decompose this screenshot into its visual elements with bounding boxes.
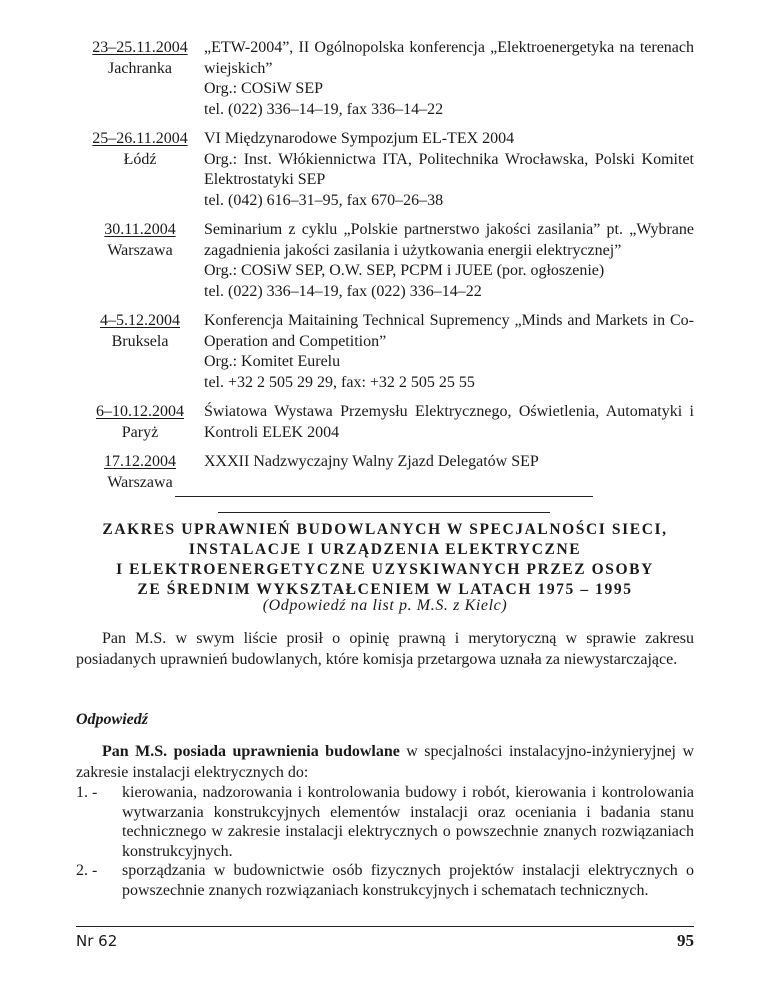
event-date: 17.12.2004 <box>104 453 176 470</box>
list-item <box>76 783 694 861</box>
section-divider <box>218 512 550 513</box>
event-title: XXXII Nadzwyczajny Walny Zjazd Delegatów SEP <box>204 453 539 470</box>
list-item-number: 1. - <box>76 784 98 801</box>
event-title: „ETW-2004”, II Ogólnopolska konferencja „Elektroenergetyka na terenach wiejskich” <box>204 39 694 77</box>
event-date: 30.11.2004 <box>104 221 176 238</box>
event-title: Konferencja Maitaining Technical Supremency „Minds and Markets in Co-Operation and Competition” <box>204 312 694 350</box>
event-contact: tel. (042) 616–31–95, fax 670–26–38 <box>204 191 444 209</box>
event-organizer: Org.: Inst. Włókiennictwa ITA, Politechnika Wrocławska, Polski Komitet Elektrostatyki SEP <box>204 150 694 188</box>
footer-rule <box>76 926 694 927</box>
answer-text: w specjalności instalacyjno-inżynieryjnej w zakresie instalacji elektrycznych do: <box>76 743 694 781</box>
issue-number: Nr 62 <box>76 932 118 950</box>
event-when <box>76 220 204 302</box>
event-title: VI Międzynarodowe Sympozjum EL-TEX 2004 <box>204 130 515 147</box>
list-item <box>76 861 694 900</box>
event-place: Łódź <box>123 150 157 168</box>
event-description <box>204 38 694 120</box>
list-item-text: kierowania, nadzorowania i kontrolowania budowy i robót, kierowania i kontrolowania wytwarzania konstrukcyjnych elementów instalacji oraz oceniania i badania stanu technicznego w zakresie instalacji elektrycznych o powszechnie znanych rozwiązaniach konstrukcyjnych. <box>122 784 694 860</box>
event-when <box>76 402 204 443</box>
event-date: 23–25.11.2004 <box>92 39 188 56</box>
intro-paragraph: Pan M.S. w swym liście prosił o opinię prawną i merytoryczną w sprawie zakresu posiadanych uprawnień budowlanych, które komisja przetargowa uznała za niewystarczające. <box>76 630 694 668</box>
article-title-line: INSTALACJE I URZĄDZENIA ELEKTRYCZNE <box>188 541 582 558</box>
event-when <box>76 452 204 493</box>
event-description <box>204 129 694 211</box>
event-place: Warszawa <box>107 241 173 259</box>
event-description <box>204 220 694 302</box>
event-title: Światowa Wystawa Przemysłu Elektrycznego, Oświetlenia, Automatyki i Kontroli ELEK 2004 <box>204 403 694 441</box>
event-title: Seminarium z cyklu „Polskie partnerstwo jakości zasilania” pt. „Wybrane zagadnienia jakości zasilania i użytkowania energii elektrycznej” <box>204 221 694 259</box>
list-item-text: sporządzania w budownictwie osób fizycznych projektów instalacji elektrycznych o powszechnie znanych rozwiązaniach konstrukcyjnych i schematach technicznych. <box>122 862 694 899</box>
event-place: Jachranka <box>108 59 172 77</box>
event-date: 6–10.12.2004 <box>96 403 184 420</box>
event-organizer: Org.: Komitet Eurelu <box>204 353 341 370</box>
events-list <box>76 38 694 502</box>
event-place: Warszawa <box>107 473 173 491</box>
event-place: Paryż <box>121 423 159 441</box>
answer-lead: Pan M.S. posiada uprawnienia budowlane <box>102 743 400 760</box>
article-title-line: ZAKRES UPRAWNIEŃ BUDOWLANYCH W SPECJALNOŚCI SIECI, <box>102 521 668 538</box>
page-number: 95 <box>677 931 694 950</box>
event-description <box>204 402 694 443</box>
event-description <box>204 311 694 393</box>
article-title-line: ZE ŚREDNIM WYKSZTAŁCENIEM W LATACH 1975 – 1995 <box>137 581 633 598</box>
event-entry <box>76 220 694 302</box>
event-date: 4–5.12.2004 <box>100 312 180 329</box>
answer-label: Odpowiedź <box>76 711 148 728</box>
article-title <box>76 520 694 600</box>
article-subtitle: (Odpowiedź na list p. M.S. z Kielc) <box>262 597 508 614</box>
permissions-list <box>76 783 694 900</box>
event-contact: tel. (022) 336–14–19, fax 336–14–22 <box>204 100 444 118</box>
event-when <box>76 129 204 211</box>
event-entry <box>76 38 694 120</box>
event-entry <box>76 129 694 211</box>
answer-paragraph <box>76 742 694 783</box>
event-contact: tel. +32 2 505 29 29, fax: +32 2 505 25 55 <box>204 373 475 391</box>
event-when <box>76 38 204 120</box>
event-entry <box>76 452 694 493</box>
event-date: 25–26.11.2004 <box>92 130 188 147</box>
event-contact: tel. (022) 336–14–19, fax (022) 336–14–22 <box>204 282 482 300</box>
event-when <box>76 311 204 393</box>
event-description <box>204 452 694 493</box>
event-entry <box>76 311 694 393</box>
section-divider <box>175 496 593 497</box>
event-place: Bruksela <box>111 332 169 350</box>
event-organizer: Org.: COSiW SEP <box>204 80 323 97</box>
article-title-line: I ELEKTROENERGETYCZNE UZYSKIWANYCH PRZEZ OSOBY <box>116 561 654 578</box>
list-item-number: 2. - <box>76 862 98 879</box>
event-organizer: Org.: COSiW SEP, O.W. SEP, PCPM i JUEE (por. ogłoszenie) <box>204 262 605 279</box>
event-entry <box>76 402 694 443</box>
